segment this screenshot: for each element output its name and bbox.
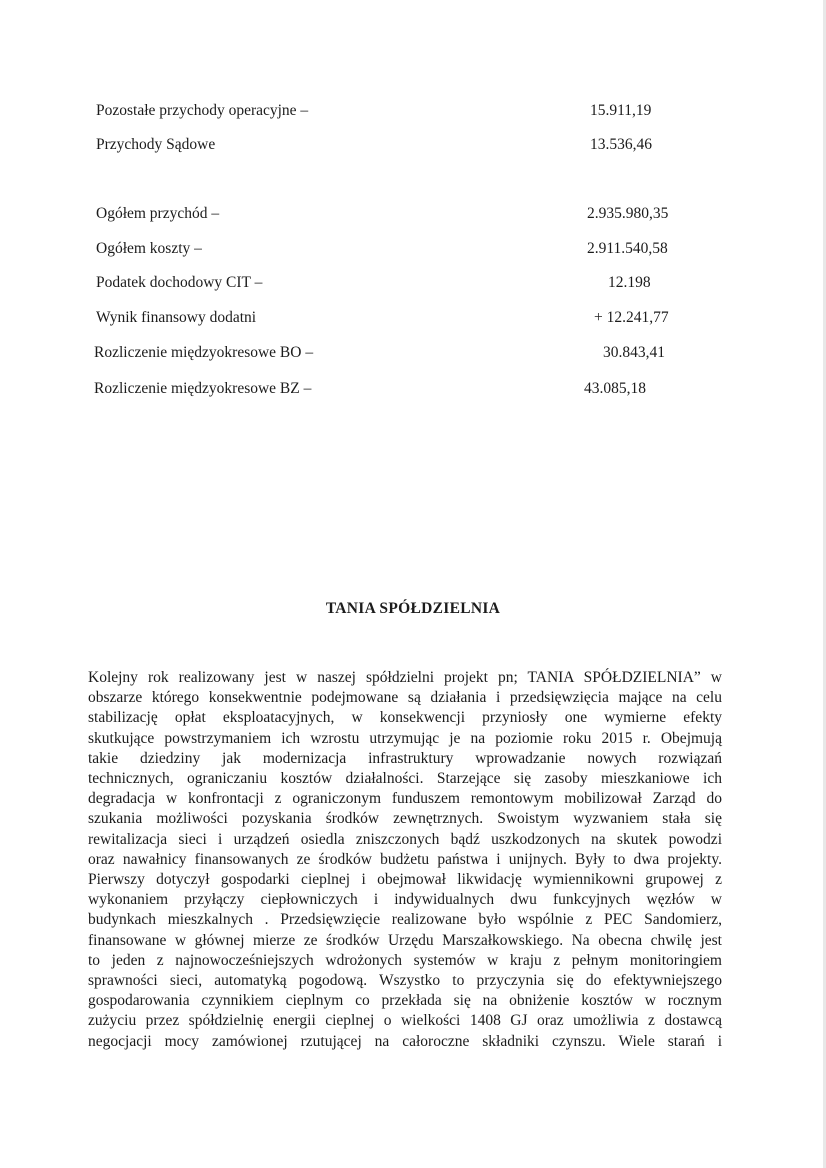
paragraph-line: skutkujące powstrzymaniem ich wzrostu utrzymując je na poziomie roku 2015 r. Obejmują xyxy=(88,729,722,747)
paragraph-line: gospodarowania czynnikiem cieplnym co przekłada się na obniżenie kosztów w rocznym xyxy=(88,992,722,1010)
row-label: Rozliczenie międzyokresowe BZ – xyxy=(94,380,312,397)
row-value: 15.911,19 xyxy=(590,102,652,119)
section-title: TANIA SPÓŁDZIELNIA xyxy=(325,600,501,617)
row-value: 2.935.980,35 xyxy=(587,205,669,222)
row-label: Podatek dochodowy CIT – xyxy=(96,274,263,291)
paragraph-line: Kolejny rok realizowany jest w naszej spółdzielni projekt pn; TANIA SPÓŁDZIELNIA” w xyxy=(88,669,722,686)
body-paragraph xyxy=(88,668,722,1052)
paragraph-line: obszarze którego konsekwentnie podejmowane są działania i przedsięwzięcia mające na celu xyxy=(88,689,722,707)
paragraph-line: to jeden z najnowocześniejszych wdrożonych systemów w kraju z pełnym monitoringiem xyxy=(88,951,722,969)
row-value: 13.536,46 xyxy=(590,136,652,153)
paragraph-line: negocjacji mocy zamówionej rzutującej na całoroczne składniki czynszu. Wiele starań i xyxy=(88,1032,722,1050)
row-label: Wynik finansowy dodatni xyxy=(96,309,257,326)
row-label: Ogółem przychód – xyxy=(96,205,220,222)
paragraph-line: stabilizację opłat eksploatacyjnych, w konsekwencji przyniosły one wymierne efekty xyxy=(88,709,722,727)
row-label: Rozliczenie międzyokresowe BO – xyxy=(94,344,314,361)
paragraph-line: sprawności sieci, automatyką pogodową. Wszystko to przyczynia się do efektywniejszego xyxy=(88,972,722,990)
row-value: + 12.241,77 xyxy=(594,309,669,326)
paragraph-line: finansowane w głównej mierze ze środków Urzędu Marszałkowskiego. Na obecna chwilę jest xyxy=(88,931,722,949)
paragraph-line: Pierwszy dotyczył gospodarki cieplnej i obejmował likwidację wymiennikowni grupowej z xyxy=(88,871,722,889)
paragraph-line: szukania możliwości pozyskania środków zewnętrznych. Swoistym wyzwaniem stała się xyxy=(88,810,722,828)
paragraph-line: wykonaniem przyłączy ciepłowniczych i indywidualnych dwu funkcyjnych węzłów w xyxy=(88,891,722,909)
paragraph-line: takie dziedziny jak modernizacja infrastruktury wprowadzanie nowych rozwiązań xyxy=(88,749,722,767)
paragraph-line: degradacja w konfrontacji z ograniczonym funduszem remontowym mobilizował Zarząd do xyxy=(88,790,722,808)
row-value: 43.085,18 xyxy=(584,380,646,397)
paragraph-line: technicznych, ograniczaniu kosztów działalności. Starzejące się zasoby mieszkaniowe ich xyxy=(88,770,722,788)
row-value: 30.843,41 xyxy=(603,344,665,361)
row-value: 2.911.540,58 xyxy=(587,240,668,257)
row-label: Ogółem koszty – xyxy=(96,240,202,257)
row-label: Przychody Sądowe xyxy=(96,136,216,153)
paragraph-line: oraz nawałnicy finansowanych ze środków budżetu państwa i unijnych. Były to dwa projekty. xyxy=(88,850,722,868)
paragraph-line: budynkach mieszkalnych . Przedsięwzięcie realizowane było wspólnie z PEC Sandomierz, xyxy=(88,911,722,929)
row-value: 12.198 xyxy=(608,274,651,291)
paragraph-line: zużyciu przez spółdzielnię energii cieplnej o wielkości 1408 GJ oraz umożliwia z dostawcą xyxy=(88,1012,722,1030)
paragraph-line: rewitalizacja sieci i urządzeń osiedla zniszczonych bądź uszkodzonych na skutek powodzi xyxy=(88,830,722,848)
row-label: Pozostałe przychody operacyjne – xyxy=(96,102,309,119)
